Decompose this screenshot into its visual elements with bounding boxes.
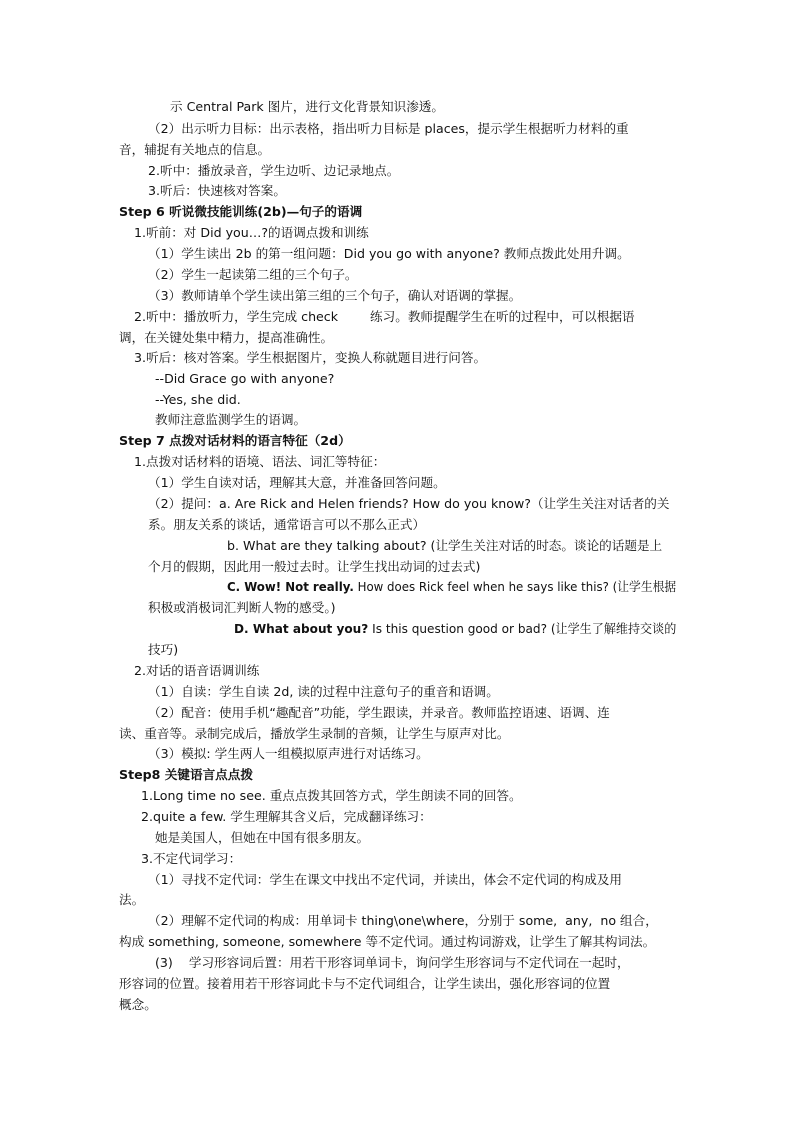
text-line: 音，辅捉有关地点的信息。 — [119, 142, 271, 157]
text-line: 她是美国人，但她在中国有很多朋友。 — [155, 830, 370, 845]
text-line: （2）配音：使用手机“趣配音”功能，学生跟读，并录音。教师监控语速、语调、连 — [148, 705, 610, 720]
text-line: （1）学生读出 2b 的第一组问题：Did you go with anyone? 教师点拨此处用升调。 — [148, 246, 630, 261]
text-line: 技巧) — [148, 642, 179, 657]
text-line: 1.听前：对 Did you…?的语调点拨和训练 — [134, 225, 369, 240]
text-line: 示 Central Park 图片，进行文化背景知识渗透。 — [170, 99, 444, 114]
text-line — [227, 576, 676, 597]
text-line: 构成 something, someone, somewhere 等不定代词。通过构词游戏，让学生了解其构词法。 — [119, 934, 656, 949]
dialogue-line: --Yes, she did. — [155, 392, 241, 407]
section-heading: Step8 关键语言点点拨 — [119, 767, 253, 782]
dialogue-line: --Did Grace go with anyone? — [155, 371, 335, 386]
text-line: 个月的假期，因此用一般过去时。让学生找出动词的过去式) — [148, 559, 481, 574]
text-line: （1）寻找不定代词：学生在课文中找出不定代词，并读出，体会不定代词的构成及用 — [148, 872, 622, 887]
section-heading: Step 7 点拨对话材料的语言特征（2d） — [119, 433, 351, 448]
text-line: 2.听中：播放录音，学生边听、边记录地点。 — [148, 163, 400, 178]
text-line: (3) 学习形容词后置：用若干形容词单词卡，询问学生形容词与不定代词在一起时， — [155, 955, 630, 970]
text-line: （3）模拟: 学生两人一组模拟原声进行对话练习。 — [148, 746, 429, 761]
text-line: （1）学生自读对话，理解其大意，并准备回答问题。 — [148, 475, 446, 490]
text-line: 1.点拨对话材料的语境、语法、词汇等特征： — [134, 454, 386, 469]
text-line: 调，在关键处集中精力，提高准确性。 — [119, 330, 334, 345]
text-line: 3.听后：核对答案。学生根据图片，变换人称就题目进行问答。 — [134, 350, 487, 365]
text-line: （2）出示听力目标：出示表格，指出听力目标是 places，提示学生根据听力材料的重 — [148, 121, 629, 136]
text-line: 2.听中：播放听力，学生完成 check 练习。教师提醒学生在听的过程中，可以根据语 — [134, 309, 635, 324]
text-line: （2）学生一起读第二组的三个句子。 — [148, 267, 358, 282]
text-line: （2）提问：a. Are Rick and Helen friends? How do you know?（让学生关注对话者的关 — [148, 496, 670, 511]
text-line: 法。 — [119, 892, 145, 907]
text-line: 系。朋友关系的谈话，通常语言可以不那么正式） — [148, 517, 426, 532]
bold-question: C. Wow! Not really. — [227, 579, 354, 594]
text-line: 2.quite a few. 学生理解其含义后，完成翻译练习： — [141, 809, 432, 824]
text-line: 3.听后：快速核对答案。 — [148, 183, 286, 198]
text-line: 教师注意监测学生的语调。 — [155, 412, 307, 427]
text-line: 3.不定代词学习： — [141, 851, 242, 866]
text-line: （2）理解不定代词的构成：用单词卡 thing\one\where，分别于 some, any, no 组合， — [148, 913, 658, 928]
text-line: 1.Long time no see. 重点点拨其回答方式，学生朗读不同的回答。 — [141, 788, 522, 803]
section-heading: Step 6 听说微技能训练(2b)—句子的语调 — [119, 204, 363, 219]
text-line: b. What are they talking about? (让学生关注对话的时态。谈论的话题是上 — [227, 538, 663, 553]
text-line: 形容词的位置。接着用若干形容词此卡与不定代词组合，让学生读出，强化形容词的位置 — [119, 976, 611, 991]
text-line: 读、重音等。录制完成后，播放学生录制的音频，让学生与原声对比。 — [119, 726, 510, 741]
text-line: 概念。 — [119, 997, 157, 1012]
text-span: Is this question good or bad? (让学生了解维持交谈的 — [372, 621, 677, 636]
text-line — [234, 618, 676, 639]
bold-question: D. What about you? — [234, 621, 369, 636]
text-line: 积极或消极词汇判断人物的感受。) — [148, 600, 336, 615]
text-line: （3）教师请单个学生读出第三组的三个句子，确认对语调的掌握。 — [148, 288, 522, 303]
text-line: 2.对话的语音语调训练 — [134, 663, 260, 678]
text-span: How does Rick feel when he says like this? (让学生根据 — [357, 579, 677, 594]
text-line: （1）自读：学生自读 2d, 读的过程中注意句子的重音和语调。 — [148, 684, 499, 699]
